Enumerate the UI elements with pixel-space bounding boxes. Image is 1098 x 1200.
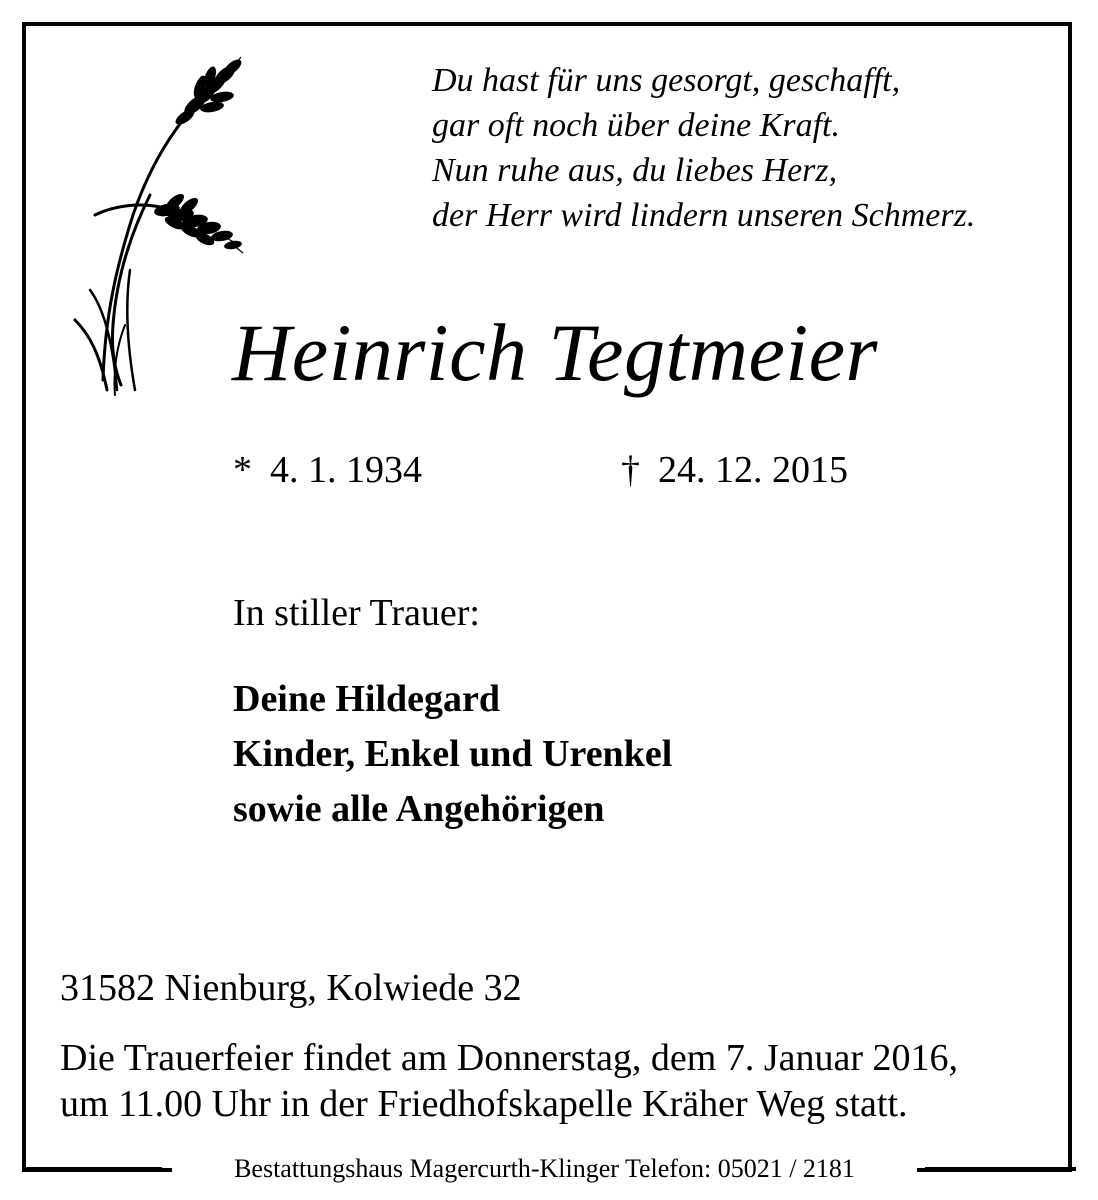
ceremony-info xyxy=(60,1035,958,1127)
footer-rule-left xyxy=(22,1167,162,1171)
mourners-list xyxy=(233,672,672,837)
mourning-label: In stiller Trauer: xyxy=(233,592,480,634)
mourner-line: Deine Hildegard xyxy=(233,678,501,720)
death-date-group xyxy=(621,447,848,493)
ceremony-line: um 11.00 Uhr in der Friedhofskapelle Kräher Weg statt. xyxy=(60,1083,908,1125)
mourner-line: Kinder, Enkel und Urenkel xyxy=(233,733,673,775)
footer-rule-right xyxy=(925,1167,1076,1171)
mourner-line: sowie alle Angehörigen xyxy=(233,788,605,830)
poem-line: der Herr wird lindern unseren Schmerz. xyxy=(432,197,976,234)
poem-line: Nun ruhe aus, du liebes Herz, xyxy=(432,152,838,189)
ceremony-line: Die Trauerfeier findet am Donnerstag, dem 7. Januar 2016, xyxy=(60,1037,959,1079)
poem-line: gar oft noch über deine Kraft. xyxy=(432,107,840,144)
death-date: 24. 12. 2015 xyxy=(658,449,848,491)
footer-funeral-home: Bestattungshaus Magercurth-Klinger Telefon: 05021 / 2181 xyxy=(172,1152,917,1186)
poem xyxy=(432,58,975,238)
birth-symbol: * xyxy=(233,449,252,491)
death-symbol: † xyxy=(621,449,640,491)
wheat-ears-icon xyxy=(55,55,245,400)
address: 31582 Nienburg, Kolwiede 32 xyxy=(60,967,522,1009)
footer xyxy=(0,1148,1098,1188)
poem-line: Du hast für uns gesorgt, geschafft, xyxy=(432,62,901,99)
birth-date-group xyxy=(233,447,422,493)
birth-date: 4. 1. 1934 xyxy=(270,449,422,491)
deceased-name: Heinrich Tegtmeier xyxy=(232,307,878,398)
